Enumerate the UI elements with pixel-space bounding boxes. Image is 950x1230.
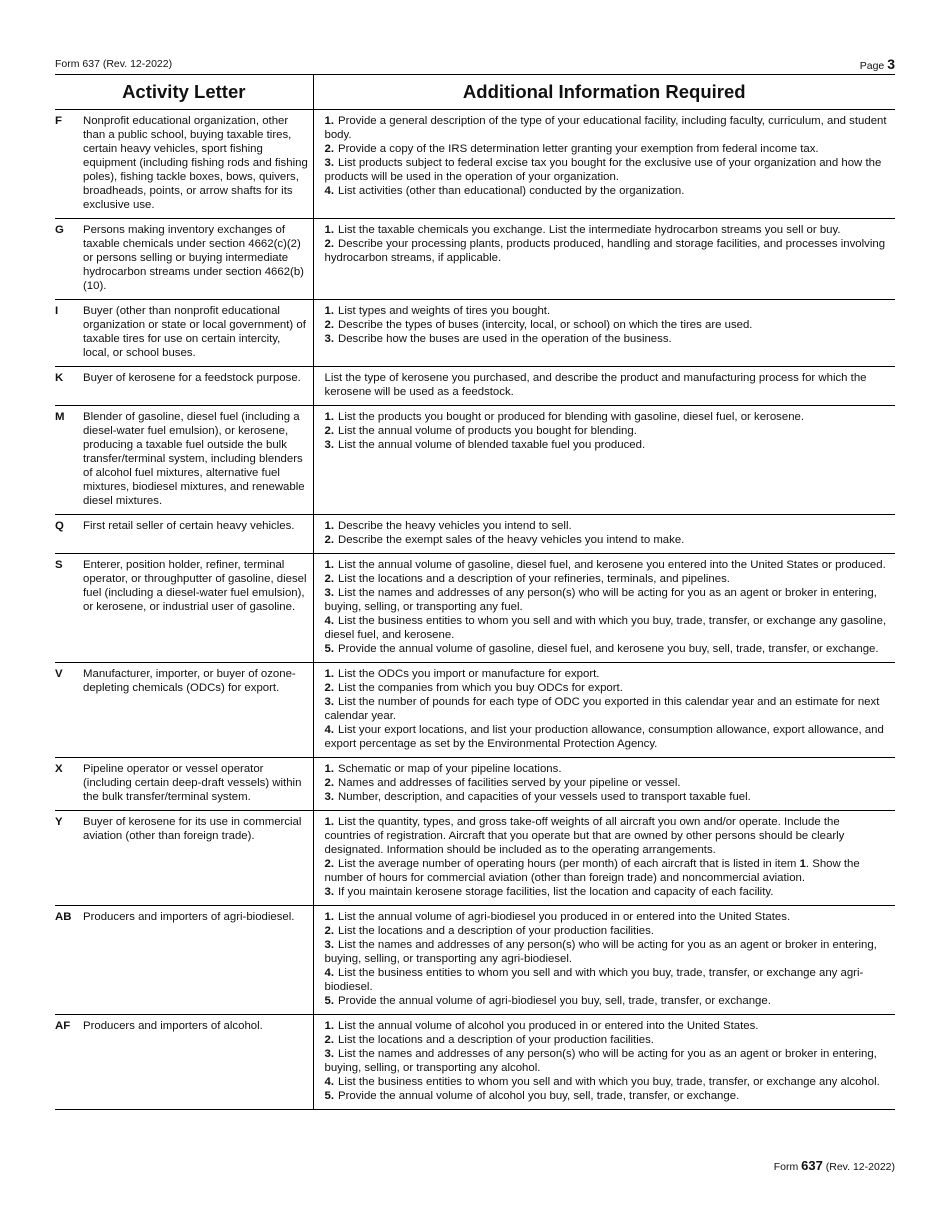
- item-number: 4.: [324, 724, 334, 736]
- item-text: Provide the annual volume of gasoline, diesel fuel, and kerosene you buy, sell, trade, transfer, or exchange.: [338, 643, 879, 655]
- item-number: 2.: [324, 858, 334, 870]
- item-number: 2.: [324, 238, 334, 250]
- requirement-item: [325, 519, 888, 533]
- item-text: Describe how the buses are used in the operation of the business.: [338, 333, 672, 345]
- footer-form-number: 637: [801, 1158, 823, 1173]
- requirement-item: [325, 1075, 888, 1089]
- page-header: [55, 56, 895, 74]
- activity-description: Blender of gasoline, diesel fuel (including a diesel-water fuel emulsion), or kerosene, producing a taxable fuel outside the bulk transfer/terminal system, including blenders of alcohol fuel mixtures, alternative fuel mixtures, biodiesel mixtures, and renewable diesel mixtures.: [83, 411, 305, 507]
- requirements-cell: [313, 515, 895, 554]
- table-row: [55, 367, 895, 406]
- item-text: Provide the annual volume of alcohol you buy, sell, trade, transfer, or exchange.: [338, 1090, 740, 1102]
- item-number: 1.: [324, 224, 334, 236]
- requirement-item: [325, 184, 888, 198]
- requirement-item: [325, 318, 888, 332]
- activity-letter: Q: [55, 520, 64, 532]
- item-number: 2.: [324, 1034, 334, 1046]
- item-number: 1.: [324, 411, 334, 423]
- table-row: [55, 110, 895, 219]
- item-number: 1.: [324, 911, 334, 923]
- item-text: Number, description, and capacities of your vessels used to transport taxable fuel.: [338, 791, 751, 803]
- table-header-row: [55, 75, 895, 110]
- activity-letter: AB: [55, 911, 72, 923]
- activity-cell: [55, 1015, 313, 1110]
- activity-description: Enterer, position holder, refiner, terminal operator, or throughputter of gasoline, diesel fuel (including a diesel-water fuel emulsion), or kerosene, or industrial user of gasoline.: [83, 559, 307, 613]
- activity-letter: I: [55, 305, 59, 317]
- item-text: List the business entities to whom you sell and with which you buy, trade, transfer, or exchange any gasoline, diesel fuel, and kerosene.: [324, 615, 887, 641]
- requirement-item: [325, 667, 888, 681]
- requirement-item: [325, 304, 888, 318]
- requirement-item: [325, 424, 888, 438]
- item-number: 2.: [324, 534, 334, 546]
- item-text: List the quantity, types, and gross take-off weights of all aircraft you own and/or operate. Include the countries of registration. Aircraft that you operate but that are owned by other persons should be clearly designated. Information should be included as to the operating arrangements.: [324, 816, 845, 856]
- item-text: List the annual volume of gasoline, diesel fuel, and kerosene you entered into the United States or produced.: [338, 559, 886, 571]
- activity-letter: M: [55, 411, 65, 423]
- activity-description: Buyer (other than nonprofit educational organization or state or local government) of taxable tires for use on certain intercity, local, or school buses.: [83, 305, 306, 359]
- item-number: 4.: [324, 1076, 334, 1088]
- item-number: 1.: [324, 305, 334, 317]
- item-text: List the names and addresses of any person(s) who will be acting for you as an agent or broker in entering, buying, selling, or transporting any alcohol.: [324, 1048, 877, 1074]
- item-number: 2.: [324, 425, 334, 437]
- requirement-item: [325, 332, 888, 346]
- item-number: 4.: [324, 967, 334, 979]
- item-number: 5.: [324, 995, 334, 1007]
- requirement-item: [325, 910, 888, 924]
- item-text: List the locations and a description of your production facilities.: [338, 1034, 654, 1046]
- item-number: 1.: [324, 559, 334, 571]
- item-number: 1.: [324, 763, 334, 775]
- requirement-item: [325, 572, 888, 586]
- item-text: Describe the heavy vehicles you intend to sell.: [338, 520, 572, 532]
- activity-letter: S: [55, 559, 63, 571]
- item-reference: 1: [799, 858, 806, 870]
- col-header-activity-letter: Activity Letter: [55, 75, 313, 110]
- item-text: Provide a general description of the type of your educational facility, including faculty, curriculum, and student body.: [324, 115, 887, 141]
- item-text: List the taxable chemicals you exchange. List the intermediate hydrocarbon streams you sell or buy.: [338, 224, 841, 236]
- requirements-cell: [313, 554, 895, 663]
- requirements-cell: [313, 811, 895, 906]
- activity-letter: G: [55, 224, 64, 236]
- activity-description: Pipeline operator or vessel operator (including certain deep-draft vessels) within the bulk transfer/terminal system.: [83, 763, 302, 803]
- requirement-item: [325, 223, 888, 237]
- item-text: List the average number of operating hours (per month) of each aircraft that is listed in item: [338, 858, 797, 870]
- item-text: Provide a copy of the IRS determination letter granting your exemption from federal income tax.: [338, 143, 819, 155]
- item-text: List the annual volume of alcohol you produced in or entered into the United States.: [338, 1020, 759, 1032]
- requirement-item: [325, 410, 888, 424]
- requirement-item: [325, 438, 888, 452]
- activity-cell: [55, 110, 313, 219]
- item-number: 4.: [324, 185, 334, 197]
- item-number: 2.: [324, 143, 334, 155]
- requirements-cell: [313, 219, 895, 300]
- requirement-item: [325, 156, 888, 184]
- requirement-item: [325, 371, 888, 399]
- activity-description: Producers and importers of agri-biodiesel.: [83, 911, 295, 923]
- requirement-item: [325, 815, 888, 857]
- requirement-item: [325, 1033, 888, 1047]
- item-text: List the annual volume of products you bought for blending.: [338, 425, 637, 437]
- table-row: [55, 515, 895, 554]
- activity-cell: [55, 406, 313, 515]
- item-number: 3.: [324, 439, 334, 451]
- item-text: List the locations and a description of your refineries, terminals, and pipelines.: [338, 573, 730, 585]
- activity-letter: V: [55, 668, 63, 680]
- item-text: List the annual volume of blended taxable fuel you produced.: [338, 439, 646, 451]
- requirement-item: [325, 114, 888, 142]
- activity-cell: [55, 219, 313, 300]
- requirement-item: [325, 857, 888, 885]
- requirement-item: [325, 723, 888, 751]
- item-number: 3.: [324, 791, 334, 803]
- item-number: 5.: [324, 1090, 334, 1102]
- item-number: 3.: [324, 939, 334, 951]
- activity-letter: X: [55, 763, 63, 775]
- table-row: [55, 906, 895, 1015]
- requirement-item: [325, 237, 888, 265]
- activity-description: Producers and importers of alcohol.: [83, 1020, 263, 1032]
- item-number: 3.: [324, 157, 334, 169]
- activity-description: Buyer of kerosene for its use in commercial aviation (other than foreign trade).: [83, 816, 302, 842]
- requirement-item: [325, 790, 888, 804]
- requirement-item: [325, 642, 888, 656]
- requirement-item: [325, 966, 888, 994]
- requirement-item: [325, 924, 888, 938]
- item-text: List the type of kerosene you purchased, and describe the product and manufacturing process for which the kerosene will be used as a feedstock.: [324, 372, 867, 398]
- item-text: List the number of pounds for each type of ODC you exported in this calendar year and an estimate for next calendar year.: [324, 696, 880, 722]
- item-text: List your export locations, and list your production allowance, consumption allowance, export allowance, and export percentage as set by the Environmental Protection Agency.: [324, 724, 884, 750]
- table-row: [55, 406, 895, 515]
- activity-letter: F: [55, 115, 62, 127]
- item-text: List the locations and a description of your production facilities.: [338, 925, 654, 937]
- table-row: [55, 758, 895, 811]
- item-number: 2.: [324, 925, 334, 937]
- item-number: 5.: [324, 643, 334, 655]
- item-text: Schematic or map of your pipeline locations.: [338, 763, 562, 775]
- item-number: 4.: [324, 615, 334, 627]
- activity-cell: [55, 663, 313, 758]
- activity-description: Manufacturer, importer, or buyer of ozone-depleting chemicals (ODCs) for export.: [83, 668, 296, 694]
- item-text: List activities (other than educational) conducted by the organization.: [338, 185, 685, 197]
- table-row: [55, 663, 895, 758]
- item-text: List the annual volume of agri-biodiesel you produced in or entered into the United States.: [338, 911, 791, 923]
- item-text: List the business entities to whom you sell and with which you buy, trade, transfer, or exchange any alcohol.: [338, 1076, 880, 1088]
- requirement-item: [325, 558, 888, 572]
- requirement-item: [325, 1089, 888, 1103]
- requirement-item: [325, 695, 888, 723]
- requirement-item: [325, 1019, 888, 1033]
- item-text: List products subject to federal excise tax you bought for the exclusive use of your organization and how the products will be used in the operation of your organization.: [324, 157, 882, 183]
- requirement-item: [325, 681, 888, 695]
- item-number: 2.: [324, 573, 334, 585]
- table-row: [55, 811, 895, 906]
- activity-cell: [55, 554, 313, 663]
- activity-description: First retail seller of certain heavy vehicles.: [83, 520, 295, 532]
- item-number: 3.: [324, 886, 334, 898]
- item-number: 1.: [324, 668, 334, 680]
- item-text: List types and weights of tires you bought.: [338, 305, 551, 317]
- table-row: [55, 219, 895, 300]
- activity-letter: AF: [55, 1020, 71, 1032]
- requirements-cell: [313, 663, 895, 758]
- activity-letter: Y: [55, 816, 63, 828]
- requirement-item: [325, 533, 888, 547]
- page-number: Page 3: [859, 56, 895, 72]
- requirement-item: [325, 586, 888, 614]
- item-number: 3.: [324, 333, 334, 345]
- item-number: 2.: [324, 682, 334, 694]
- col-header-additional-info: Additional Information Required: [313, 75, 895, 110]
- requirements-cell: [313, 758, 895, 811]
- activity-cell: [55, 758, 313, 811]
- activity-cell: [55, 300, 313, 367]
- activity-table: [55, 74, 895, 1110]
- requirements-cell: [313, 406, 895, 515]
- item-number: 1.: [324, 816, 334, 828]
- item-text-continued: . Show the number of hours for commercial aviation (other than foreign trade) and noncommercial aviation.: [324, 858, 860, 884]
- item-number: 1.: [324, 115, 334, 127]
- requirement-item: [325, 994, 888, 1008]
- item-text: List the ODCs you import or manufacture for export.: [338, 668, 600, 680]
- item-number: 3.: [324, 1048, 334, 1060]
- activity-letter: K: [55, 372, 64, 384]
- item-text: Describe the types of buses (intercity, local, or school) on which the tires are used.: [338, 319, 753, 331]
- activity-cell: [55, 515, 313, 554]
- item-text: List the products you bought or produced for blending with gasoline, diesel fuel, or kerosene.: [338, 411, 805, 423]
- requirement-item: [325, 1047, 888, 1075]
- requirement-item: [325, 776, 888, 790]
- item-text: Names and addresses of facilities served by your pipeline or vessel.: [338, 777, 681, 789]
- activity-cell: [55, 811, 313, 906]
- requirements-cell: [313, 110, 895, 219]
- table-row: [55, 1015, 895, 1110]
- requirement-item: [325, 938, 888, 966]
- activity-description: Buyer of kerosene for a feedstock purpose.: [83, 372, 301, 384]
- activity-description: Nonprofit educational organization, other than a public school, buying taxable tires, certain heavy vehicles, sport fishing equipment (including fishing rods and fishing poles), fishing tackle boxes, bows, quivers, broadheads, points, or arrow shafts for its exclusive use.: [83, 115, 308, 211]
- item-number: 3.: [324, 587, 334, 599]
- activity-description: Persons making inventory exchanges of taxable chemicals under section 4662(c)(2) or persons selling or buying intermediate hydrocarbon streams under section 4662(b)(10).: [83, 224, 304, 292]
- item-text: If you maintain kerosene storage facilities, list the location and capacity of each facility.: [338, 886, 774, 898]
- requirement-item: [325, 614, 888, 642]
- requirement-item: [325, 142, 888, 156]
- requirements-cell: [313, 906, 895, 1015]
- activity-cell: [55, 367, 313, 406]
- table-row: [55, 300, 895, 367]
- item-text: List the names and addresses of any person(s) who will be acting for you as an agent or broker in entering, buying, selling, or transporting any agri-biodiesel.: [324, 939, 877, 965]
- requirements-cell: [313, 300, 895, 367]
- item-text: Describe your processing plants, products produced, handling and storage facilities, and processes involving hydrocarbon streams, if applicable.: [324, 238, 886, 264]
- item-text: Provide the annual volume of agri-biodiesel you buy, sell, trade, transfer, or exchange.: [338, 995, 771, 1007]
- item-number: 2.: [324, 777, 334, 789]
- requirement-item: [325, 885, 888, 899]
- item-number: 1.: [324, 520, 334, 532]
- item-text: Describe the exempt sales of the heavy vehicles you intend to make.: [338, 534, 685, 546]
- requirements-cell: [313, 367, 895, 406]
- table-row: [55, 554, 895, 663]
- form-revision: Form 637 (Rev. 12-2022): [55, 58, 173, 70]
- requirement-item: [325, 762, 888, 776]
- activity-cell: [55, 906, 313, 1015]
- requirements-cell: [313, 1015, 895, 1110]
- item-text: List the companies from which you buy ODCs for export.: [338, 682, 623, 694]
- item-text: List the names and addresses of any person(s) who will be acting for you as an agent or broker in entering, buying, selling, or transporting any fuel.: [324, 587, 877, 613]
- item-text: List the business entities to whom you sell and with which you buy, trade, transfer, or exchange any agri-biodiesel.: [324, 967, 864, 993]
- item-number: 3.: [324, 696, 334, 708]
- item-number: 1.: [324, 1020, 334, 1032]
- page-footer: Form 637 (Rev. 12-2022): [773, 1158, 895, 1173]
- item-number: 2.: [324, 319, 334, 331]
